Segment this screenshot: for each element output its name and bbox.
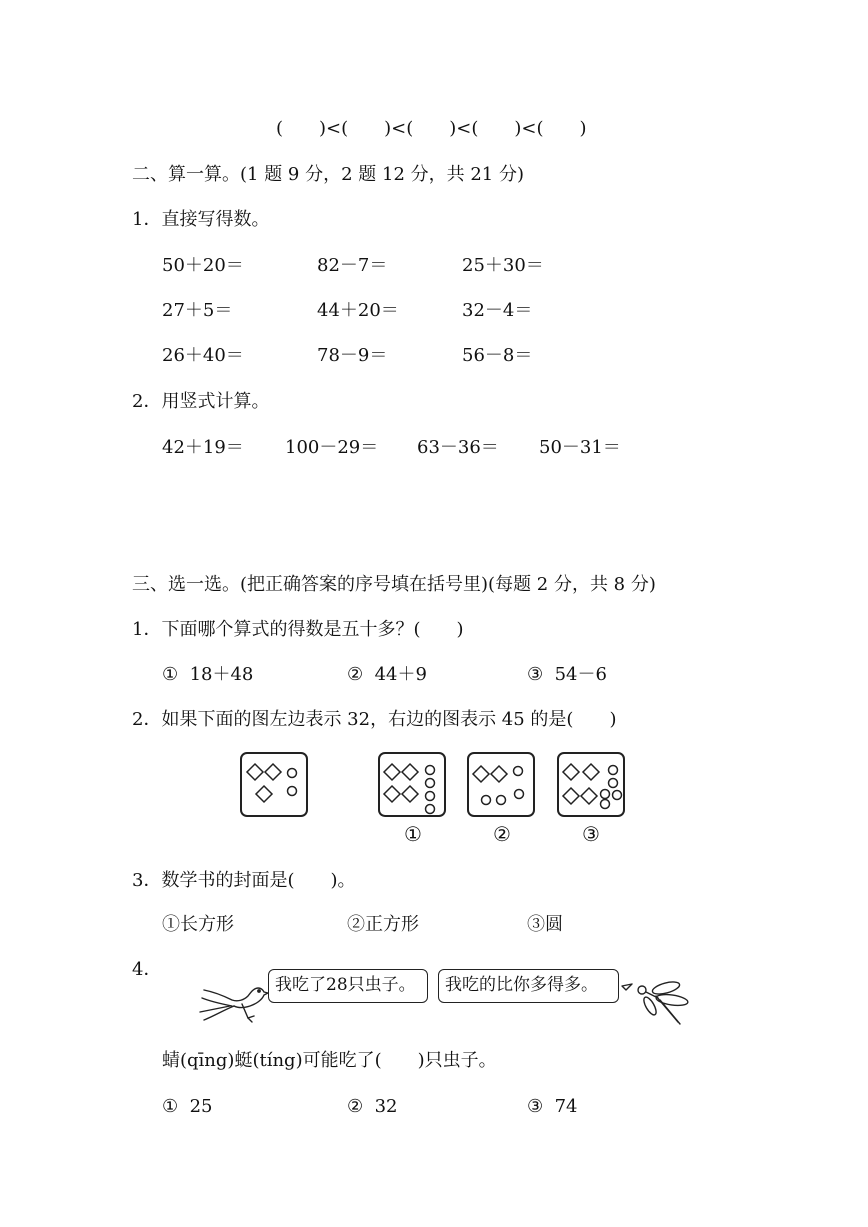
option: ③ 54－6 bbox=[527, 664, 607, 685]
option: ②正方形 bbox=[347, 914, 419, 935]
calc-item: 27＋5＝ bbox=[162, 300, 233, 321]
section-2-title: 二、算一算。(1 题 9 分，2 题 12 分，共 21 分) bbox=[132, 164, 524, 185]
calc-item: 78－9＝ bbox=[317, 345, 388, 366]
calc-item: 82－7＝ bbox=[317, 255, 388, 276]
vertical-calc-item: 50－31＝ bbox=[539, 437, 621, 458]
option-label: ② bbox=[493, 822, 511, 846]
calc-item: 56－8＝ bbox=[462, 345, 533, 366]
option: ③圆 bbox=[527, 914, 563, 935]
section-3-title: 三、选一选。(把正确答案的序号填在括号里)(每题 2 分，共 8 分) bbox=[132, 574, 656, 595]
reference-figure-box bbox=[240, 752, 308, 817]
q2-2-title: 2．用竖式计算。 bbox=[132, 391, 270, 412]
shapes-diagram bbox=[242, 754, 310, 819]
vertical-calc-item: 100－29＝ bbox=[285, 437, 379, 458]
vertical-calc-item: 42＋19＝ bbox=[162, 437, 244, 458]
option: ①长方形 bbox=[162, 914, 234, 935]
calc-item: 25＋30＝ bbox=[462, 255, 544, 276]
option: ① 18＋48 bbox=[162, 664, 254, 685]
dragonfly-icon bbox=[620, 970, 692, 1028]
bird-speech-bubble: 我吃了28只虫子。 bbox=[268, 969, 428, 1003]
q2-1-title: 1．直接写得数。 bbox=[132, 209, 270, 230]
q3-2-title: 2．如果下面的图左边表示 32，右边的图表示 45 的是( ) bbox=[132, 709, 617, 730]
ordering-blanks: ( )<( )<( )<( )<( ) bbox=[276, 118, 587, 139]
option: ① 25 bbox=[162, 1096, 213, 1117]
calc-item: 32－4＝ bbox=[462, 300, 533, 321]
option: ② 32 bbox=[347, 1096, 398, 1117]
option-figure-box-3 bbox=[557, 752, 625, 817]
option-figure-box-2 bbox=[467, 752, 535, 817]
option-label: ① bbox=[404, 822, 422, 846]
q3-4-number: 4． bbox=[132, 959, 162, 980]
q3-4-question: 蜻(qīng)蜓(tíng)可能吃了( )只虫子。 bbox=[162, 1050, 497, 1071]
option: ③ 74 bbox=[527, 1096, 578, 1117]
calc-item: 44＋20＝ bbox=[317, 300, 399, 321]
q3-3-title: 3．数学书的封面是( )。 bbox=[132, 870, 356, 891]
shapes-diagram bbox=[559, 754, 627, 819]
bird-icon bbox=[198, 966, 270, 1026]
option: ② 44＋9 bbox=[347, 664, 427, 685]
calc-item: 50＋20＝ bbox=[162, 255, 244, 276]
q3-1-title: 1．下面哪个算式的得数是五十多？( ) bbox=[132, 619, 464, 640]
dragonfly-speech-bubble: 我吃的比你多得多。 bbox=[438, 969, 619, 1003]
option-figure-box-1 bbox=[378, 752, 446, 817]
shapes-diagram bbox=[469, 754, 537, 819]
shapes-diagram bbox=[380, 754, 448, 819]
option-label: ③ bbox=[582, 822, 600, 846]
calc-item: 26＋40＝ bbox=[162, 345, 244, 366]
vertical-calc-item: 63－36＝ bbox=[417, 437, 499, 458]
